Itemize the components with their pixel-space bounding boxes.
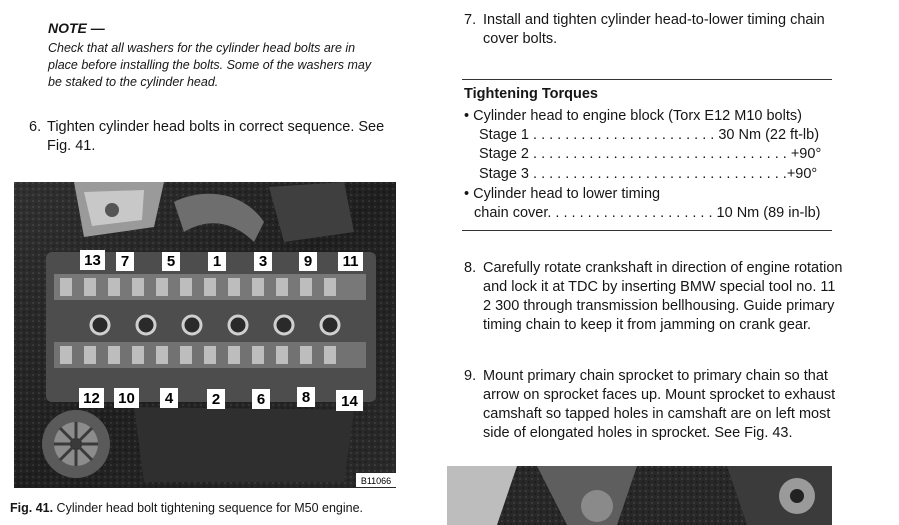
step-8: [464, 259, 844, 335]
step-number: 8.: [464, 260, 477, 276]
torque-item-head-to-cover-value: chain cover. . . . . . . . . . . . . . . . . . . . . 10 Nm (89 in-lb): [474, 205, 821, 221]
bolt-label: 14: [341, 393, 358, 410]
caption-label: Fig. 41.: [10, 501, 54, 515]
caption-text: Cylinder head bolt tightening sequence for M50 engine.: [53, 501, 364, 515]
torque-item-head-to-cover: • Cylinder head to lower timing: [464, 186, 661, 202]
divider: [462, 230, 832, 231]
figure-caption: [10, 501, 363, 515]
bolt-label: 6: [256, 391, 266, 408]
step-text: Install and tighten cylinder head-to-lower timing chain cover bolts.: [483, 12, 825, 47]
step-text: Mount primary chain sprocket to primary chain so that arrow on sprocket faces up. Mount sprocket to exhaust camshaft so tapped holes in camshaft are on left most side of elongated holes in sprocket. See Fig. 43.: [483, 368, 836, 441]
step-number: 7.: [464, 12, 477, 28]
torque-stage-1: Stage 1 . . . . . . . . . . . . . . . . . . . . . . . 30 Nm (22 ft-lb): [479, 127, 820, 143]
step-number: 6.: [29, 119, 42, 135]
bolt-label: 7: [120, 253, 130, 270]
divider: [462, 79, 832, 80]
step-number: 9.: [464, 368, 477, 384]
figure-41-photo: [14, 182, 396, 488]
torques-title: Tightening Torques: [464, 86, 598, 102]
bolt-label: 4: [164, 390, 174, 407]
bolt-label: 2: [211, 391, 221, 408]
note-title: NOTE —: [48, 20, 105, 36]
bolt-label: 1: [212, 253, 222, 270]
bolt-label: 5: [166, 253, 176, 270]
step-7: [464, 11, 844, 49]
figure-id: B11066: [360, 476, 392, 486]
step-text: Carefully rotate crankshaft in direction of engine rotation and lock it at TDC by inserting BMW special tool no. 11 2 300 through transmission bellhousing. Guide primary timing chain to keep it from jamming on crank gear.: [483, 260, 843, 333]
step-text: Tighten cylinder head bolts in correct sequence. See Fig. 41.: [47, 119, 385, 154]
torque-stage-3: Stage 3 . . . . . . . . . . . . . . . . . . . . . . . . . . . . . . . .+90°: [479, 166, 818, 182]
bolt-label: 8: [301, 389, 311, 406]
bolt-label: 11: [342, 253, 359, 270]
bolt-label: 3: [258, 253, 268, 270]
torque-item-head-to-block: • Cylinder head to engine block (Torx E12 M10 bolts): [464, 108, 802, 124]
torque-stage-2: Stage 2 . . . . . . . . . . . . . . . . . . . . . . . . . . . . . . . . +90°: [479, 146, 822, 162]
step-6: [29, 118, 389, 156]
engine-photo-illustration: [447, 466, 832, 525]
step-9: [464, 367, 844, 443]
figure-43-photo-partial: [447, 466, 832, 525]
bolt-label: 10: [118, 390, 135, 407]
bolt-label: 9: [303, 253, 313, 270]
bolt-label: 12: [83, 390, 100, 407]
note-body: Check that all washers for the cylinder head bolts are in place before installing the bolts. Some of the washers may be staked to the cylinder head.: [48, 41, 372, 89]
bolt-label: 13: [84, 252, 101, 269]
engine-head-illustration: [14, 182, 396, 488]
